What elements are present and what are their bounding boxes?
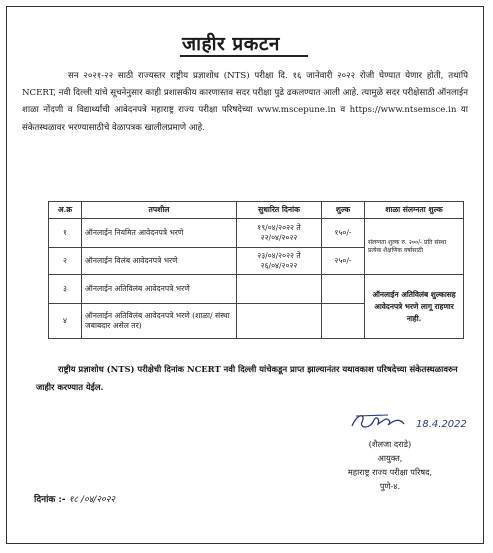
cell-sr: ३ <box>49 275 82 304</box>
cell-fee: २५०/- <box>322 248 365 275</box>
cell-school-fee: संलग्नता शुल्क रु. २००/- प्रति संस्था प्रत्येक शैक्षणिक वर्षासाठी <box>365 219 464 275</box>
header-school-fee: शाळा संलग्नता शुल्क <box>365 202 464 219</box>
signature-date: 18.4.2022 <box>416 419 467 430</box>
cell-sr: १ <box>49 219 82 248</box>
cell-fee: १५०/- <box>322 219 365 248</box>
table-header-row <box>49 202 464 219</box>
table-row <box>49 275 464 304</box>
cell-date: २३/०४/२०२२ ते २६/०४/२०२२ <box>237 248 322 275</box>
schedule-table <box>48 201 464 339</box>
signatory-city: पुणे-४. <box>379 481 401 491</box>
title-underline <box>180 55 308 57</box>
cell-sr: ४ <box>49 304 82 339</box>
header-detail: तपशील <box>82 202 237 219</box>
closing-paragraph: राष्ट्रीय प्रज्ञाशोध (NTS) परीक्षेची दिनांक NCERT नवी दिल्ली यांचेकडून प्राप्त झाल्यानंतर यथावकाश परिषदेच्या संकेतस्थळावरुन जाहीर करण्यात येईल. <box>36 364 458 392</box>
cell-date <box>237 304 322 339</box>
cell-late-note: ऑनलाईन अतिविलंब शुल्कासह आवेदनपत्रे भरणे लागू राहणार नाही. <box>365 275 464 339</box>
notice-title: जाहीर प्रकटन <box>182 33 280 55</box>
signatory-name: (शैलजा दराडे) <box>368 439 412 449</box>
header-fee: शुल्क <box>322 202 365 219</box>
header-date: सुधारित दिनांक <box>237 202 322 219</box>
date-value: १८ /०४/२०२२ <box>68 495 116 505</box>
date-label: दिनांक :- <box>34 495 66 505</box>
intro-paragraph: सन २०२१-२२ साठी राज्यस्तर राष्ट्रीय प्रज्ञाशोध (NTS) परीक्षा दि. १६ जानेवारी २०२२ रोजी घेण्यात येणार होती, तथापि NCERT, नवी दिल्ली यांचे सूचनेनुसार काही प्रशासकीय कारणास्तव सदर परीक्षा पुढे ढकलण्यात आली आहे. त्यामुळे सदर परीक्षेसाठी ऑनलाईन शाळा नोंदणी व विद्यार्थ्यांची आवेदनपत्रे महाराष्ट्र राज्य परीक्षा परिषदेच्या www.mscepune.in व https://www.ntsemsce.in या संकेतस्थळावर भरण्यासाठीचे वेळापत्रक खालीलप्रमाणे आहे. <box>22 71 468 133</box>
cell-detail: ऑनलाईन विलंब आवेदनपत्रे भरणे <box>82 248 237 275</box>
cell-detail: ऑनलाईन अतिविलंब आवेदनपत्रे भरणे (शाळा/ संस्था जबाबदार असेल तर) <box>82 304 237 339</box>
cell-date: १९/०४/२०२२ ते २२/०४/२०२२ <box>237 219 322 248</box>
cell-fee <box>322 304 365 339</box>
cell-sr: २ <box>49 248 82 275</box>
cell-detail: ऑनलाईन अतिविलंब आवेदनपत्रे भरणे <box>82 275 237 304</box>
cell-detail: ऑनलाईन नियमित आवेदनपत्रे भरणे <box>82 219 237 248</box>
table-row <box>49 219 464 248</box>
notice-date <box>34 492 115 505</box>
signature-block <box>310 437 470 493</box>
signatory-office: महाराष्ट्र राज्य परीक्षा परिषद, <box>347 467 433 477</box>
handwritten-signature <box>348 408 470 436</box>
signatory-designation: आयुक्त, <box>377 453 403 463</box>
header-sr: अ.क्र <box>49 202 82 219</box>
cell-fee <box>322 275 365 304</box>
cell-date <box>237 275 322 304</box>
